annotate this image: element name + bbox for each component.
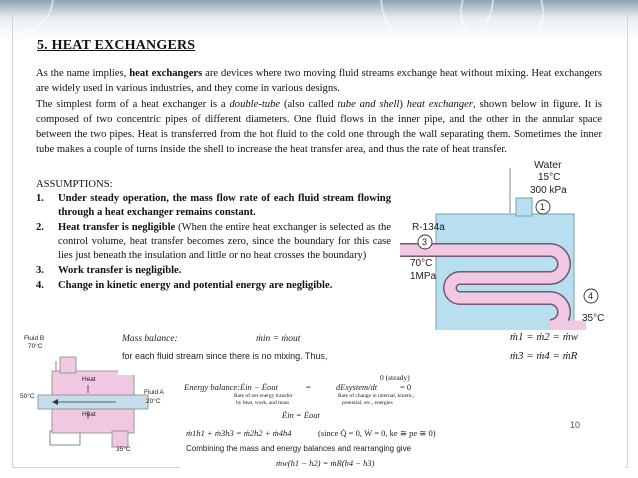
- energy-in-out-equation: Ėin = Ėout: [282, 410, 320, 420]
- state-3-number: 3: [422, 237, 428, 247]
- energy-balance-equals: =: [306, 382, 311, 392]
- fluid-b-label: Fluid B: [24, 335, 45, 342]
- text: The simplest form of a heat exchanger is a: [36, 99, 230, 110]
- intro-paragraph-2: [36, 97, 602, 157]
- refrigerant-label: R-134a: [412, 222, 445, 233]
- item-rest: (When the entire heat exchanger is selected as the control volume, heat transfer becomes zero, since the boundary for this case lies just beneath the insulation and little or no heat crosses the boundary): [58, 222, 391, 261]
- water-temp-label: 15°C: [538, 172, 561, 183]
- water-label: Water: [534, 159, 562, 171]
- steady-note: 0 (steady): [380, 373, 410, 382]
- italic-term: double-tube: [229, 99, 281, 110]
- mass-balance-equation: ṁin = ṁout: [256, 334, 301, 344]
- heat-label-bottom: Heat: [82, 411, 96, 418]
- text: ): [399, 99, 407, 110]
- energy-note-2: by heat, work, and mass: [236, 400, 290, 406]
- fluid-a-temp-label: 20°C: [146, 398, 161, 405]
- italic-term: heat exchanger: [406, 99, 473, 110]
- assumption-conditions: (since Q̇ = 0, Ẇ = 0, ke ≅ pe ≅ 0): [318, 428, 436, 438]
- left-temp-label: 50°C: [20, 393, 35, 400]
- enthalpy-balance-equation: ṁ1h1 + ṁ3h3 = ṁ2h2 + ṁ4h4: [186, 428, 292, 438]
- energy-balance-label: Energy balance:: [184, 382, 241, 392]
- energy-balance-rhs: dEsystem/dt: [336, 382, 378, 392]
- item-number: 2.: [36, 222, 44, 233]
- text: are devices where two moving fluid streams exchange heat without mixing. Heat exchangers are widely used in various industries, and they come in various designs.: [36, 68, 602, 94]
- page-title: 5. HEAT EXCHANGERS: [37, 38, 196, 53]
- item-text: [58, 279, 391, 293]
- water-mass-equation: ṁ1 = ṁ2 = ṁw: [510, 331, 579, 343]
- list-item: [36, 264, 391, 278]
- item-number: 3.: [36, 265, 44, 276]
- state-4-temp-label: 35°C: [582, 313, 605, 324]
- item-bold: Change in kinetic energy and potential energy are negligible.: [58, 280, 333, 291]
- fluid-b-temp-label: 70°C: [28, 343, 43, 350]
- assumptions-heading: ASSUMPTIONS:: [36, 179, 113, 190]
- energy-balance-zero: = 0: [400, 382, 412, 392]
- assumptions-list: [36, 192, 391, 294]
- fluid-b-outlet: [112, 431, 128, 447]
- energy-note-3: Rate of change in internal, kinetic,: [338, 393, 414, 399]
- final-equation: ṁw(h1 − h2) = ṁR(h4 − h3): [276, 458, 375, 468]
- list-item: [36, 192, 391, 220]
- item-text: [58, 221, 391, 263]
- list-item: [36, 221, 391, 263]
- mass-balance-note: for each fluid stream since there is no mixing. Thus,: [122, 351, 328, 361]
- text: , shown below in figure. It is composed of two concentric pipes of different diameters. One fluid flows in the inner pipe, and the other in the annular space between the two pipes. Heat is transferred from the hot fluid to the cold one through the wall separating them. Sometimes the inner tube makes a couple of turns inside the shell to increase the heat transfer area, and thus the rate of heat transfer.: [36, 99, 602, 155]
- heat-label-top: Heat: [82, 376, 96, 383]
- energy-balance-lhs: Ėin − Ėout: [240, 382, 278, 392]
- list-item: [36, 279, 391, 293]
- refrigerant-mass-equation: ṁ3 = ṁ4 = ṁR: [510, 350, 578, 362]
- item-bold: Work transfer is negligible.: [58, 265, 182, 276]
- fluid-a-label: Fluid A: [144, 389, 164, 396]
- text: As the name implies,: [36, 68, 130, 79]
- water-pressure-label: 300 kPa: [530, 185, 567, 196]
- text: (also called: [280, 99, 338, 110]
- bold-term: heat exchangers: [129, 68, 203, 79]
- fluid-b-inlet: [60, 357, 76, 373]
- water-inlet-pipe: [516, 198, 532, 216]
- item-bold: Under steady operation, the mass flow rate of each fluid stream flowing through a heat exchanger remains constant.: [58, 193, 391, 218]
- mass-balance-label: Mass balance:: [122, 334, 178, 344]
- energy-note-1: Rate of net energy transfer: [234, 393, 293, 399]
- state-1-number: 1: [540, 202, 546, 212]
- combine-note: Combining the mass and energy balances and rearranging give: [186, 444, 412, 453]
- item-number: 4.: [36, 280, 44, 291]
- bottom-temp-label: 35°C: [116, 446, 131, 453]
- item-bold: Heat transfer is negligible: [58, 222, 176, 233]
- item-text: [58, 264, 391, 278]
- refrigerant-temp-label: 70°C: [410, 258, 433, 269]
- item-number: 1.: [36, 193, 44, 204]
- refrigerant-pressure-label: 1MPa: [410, 271, 437, 282]
- italic-term: tube and shell: [337, 99, 400, 110]
- energy-note-4: potential, etc., energies: [342, 400, 393, 406]
- item-text: [58, 192, 391, 220]
- state-4-number: 4: [588, 291, 594, 301]
- intro-paragraph-1: [36, 66, 602, 96]
- page-number: 10: [570, 420, 581, 430]
